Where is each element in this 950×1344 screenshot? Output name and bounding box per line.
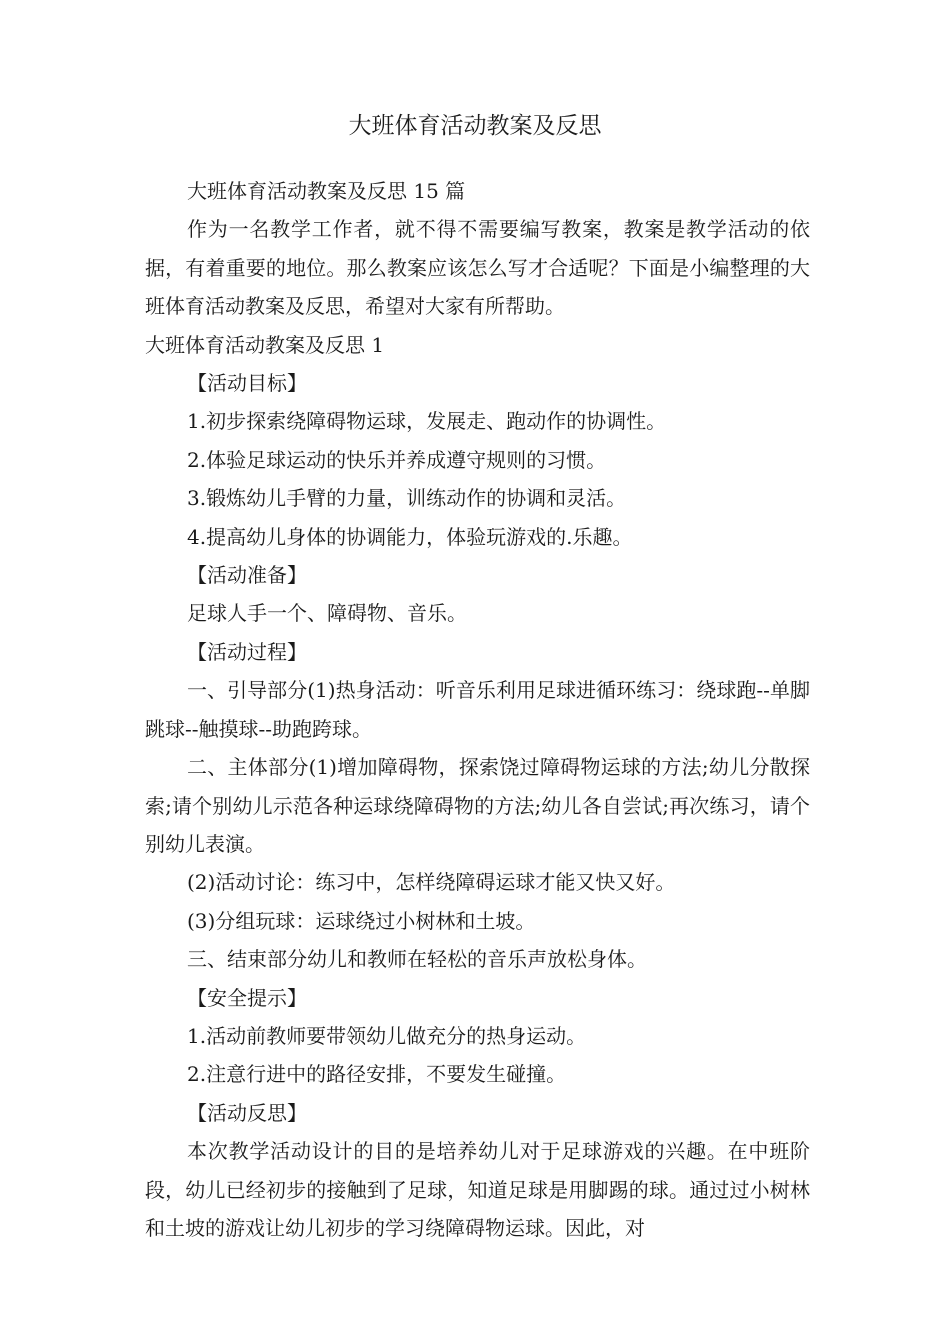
paragraph: (2)活动讨论：练习中，怎样绕障碍运球才能又快又好。 bbox=[187, 870, 676, 895]
paragraph: 本次教学活动设计的目的是培养幼儿对于足球游戏的兴趣。在中班阶段，幼儿已经初步的接触到了足球，知道足球是用脚踢的球。通过过小树林和土坡的游戏让幼儿初步的学习绕障碍物运球。因此，对 bbox=[145, 1139, 810, 1240]
paragraph: 作为一名教学工作者，就不得不需要编写教案，教案是教学活动的依据，有着重要的地位。那么教案应该怎么写才合适呢？下面是小编整理的大班体育活动教案及反思，希望对大家有所帮助。 bbox=[145, 217, 810, 319]
paragraph: 【安全提示】 bbox=[187, 985, 307, 1010]
paragraph: 【活动目标】 bbox=[187, 371, 307, 396]
paragraph: 二、主体部分(1)增加障碍物，探索饶过障碍物运球的方法;幼儿分散探索;请个别幼儿示范各种运球绕障碍物的方法;幼儿各自尝试;再次练习，请个别幼儿表演。 bbox=[145, 755, 810, 856]
paragraph: (3)分组玩球：运球绕过小树林和土坡。 bbox=[187, 908, 536, 933]
paragraph: 一、引导部分(1)热身活动：听音乐利用足球进循环练习：绕球跑--单脚跳球--触摸球--助跑跨球。 bbox=[145, 678, 810, 741]
document-title: 大班体育活动教案及反思 bbox=[348, 113, 602, 139]
document-body bbox=[145, 172, 810, 1247]
paragraph: 1.初步探索绕障碍物运球，发展走、跑动作的协调性。 bbox=[187, 409, 667, 434]
paragraph: 三、结束部分幼儿和教师在轻松的音乐声放松身体。 bbox=[187, 947, 647, 972]
paragraph: 【活动反思】 bbox=[187, 1100, 307, 1125]
paragraph: 大班体育活动教案及反思 1 bbox=[145, 332, 385, 357]
paragraph: 【活动准备】 bbox=[187, 563, 307, 588]
paragraph: 2.注意行进中的路径安排，不要发生碰撞。 bbox=[187, 1062, 567, 1087]
paragraph: 3.锻炼幼儿手臂的力量，训练动作的协调和灵活。 bbox=[187, 486, 627, 511]
paragraph: 【活动过程】 bbox=[187, 639, 307, 664]
paragraph: 2.体验足球运动的快乐并养成遵守规则的习惯。 bbox=[187, 447, 607, 472]
paragraph: 大班体育活动教案及反思 15 篇 bbox=[187, 179, 466, 203]
paragraph: 1.活动前教师要带领幼儿做充分的热身运动。 bbox=[187, 1023, 587, 1048]
paragraph: 足球人手一个、障碍物、音乐。 bbox=[187, 601, 467, 626]
paragraph: 4.提高幼儿身体的协调能力，体验玩游戏的.乐趣。 bbox=[187, 524, 633, 549]
